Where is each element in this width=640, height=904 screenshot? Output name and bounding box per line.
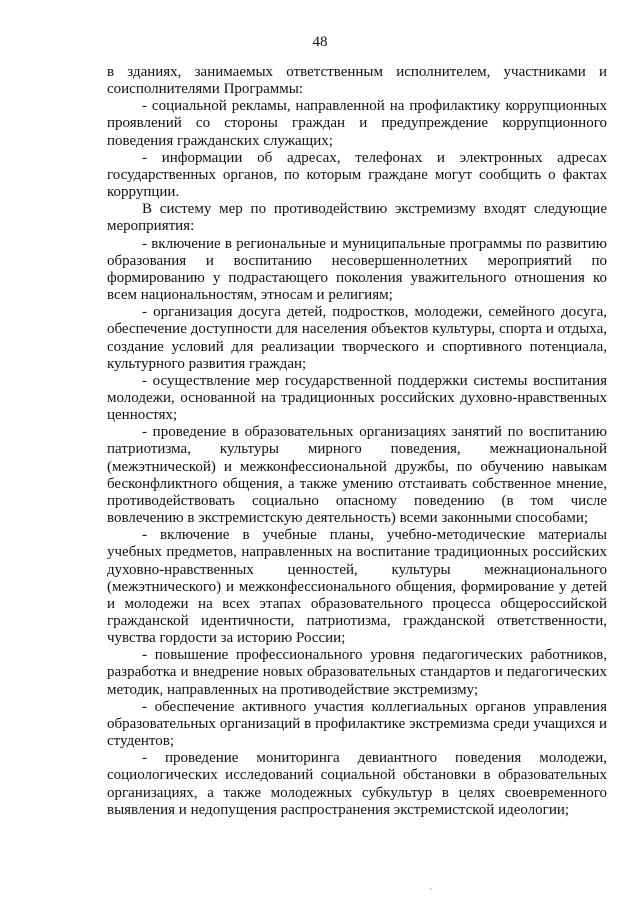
- paragraph-5: - включение в региональные и муниципальные программы по развитию образования и воспитанию несовершеннолетних мероприятий по формированию у подрастающего поколения уважительного отношения ко всем национальностям, этносам и религиям;: [107, 235, 607, 304]
- paragraph-8: - проведение в образовательных организациях занятий по воспитанию патриотизма, культуры мирного поведения, межнациональной (межэтнической) и межконфессиональной дружбы, по обучению навыкам бесконфликтного общения, а также умению отстаивать собственное мнение, противодействовать социально опасному поведению (в том числе вовлечению в экстремистскую деятельность) всеми законными способами;: [107, 424, 607, 527]
- page-number: 48: [312, 34, 328, 50]
- paragraph-12: - проведение мониторинга девиантного поведения молодежи, социологических исследований социальной обстановки в образовательных организациях, а также молодежных субкультур в целях своевременного выявления и недопущения распространения экстремистской идеологии;: [107, 750, 607, 818]
- paragraph-6: - организация досуга детей, подростков, молодежи, семейного досуга, обеспечение доступности для населения объектов культуры, спорта и отдыха, создание условий для реализации творческого и спортивного потенциала, культурного развития граждан;: [107, 304, 607, 372]
- paragraph-1: в зданиях, занимаемых ответственным исполнителем, участниками и соисполнителями Программы:: [107, 64, 607, 98]
- paragraph-4: В систему мер по противодействию экстремизму входят следующие мероприятия:: [107, 201, 607, 235]
- paragraph-11: - обеспечение активного участия коллегиальных органов управления образовательных организаций в профилактике экстремизма среди учащихся и студентов;: [107, 698, 607, 750]
- paragraph-9: - включение в учебные планы, учебно-методические материалы учебных предметов, направленных на воспитание традиционных российских духовно-нравственных ценностей, культуры межнационального (межэтнического) и межконфессионального общения, формирование у детей и молодежи на всех этапах образовательного процесса общероссийской гражданской идентичности, патриотизма, гражданской ответственности, чувства гордости за историю России;: [107, 527, 607, 647]
- paragraph-10: - повышение профессионального уровня педагогических работников, разработка и внедрение новых образовательных стандартов и педагогических методик, направленных на противодействие экстремизму;: [107, 647, 607, 698]
- paragraph-7: - осуществление мер государственной поддержки системы воспитания молодежи, основанной на традиционных российских духовно-нравственных ценностях;: [107, 372, 607, 424]
- paragraph-3: - информации об адресах, телефонах и электронных адресах государственных органов, по которым граждане могут сообщить о фактах коррупции.: [107, 149, 607, 201]
- document-body: [107, 64, 607, 819]
- paragraph-2: - социальной рекламы, направленной на профилактику коррупционных проявлений со стороны граждан и предупреждение коррупционного поведения гражданских служащих;: [107, 98, 607, 149]
- scan-speck: [430, 888, 432, 890]
